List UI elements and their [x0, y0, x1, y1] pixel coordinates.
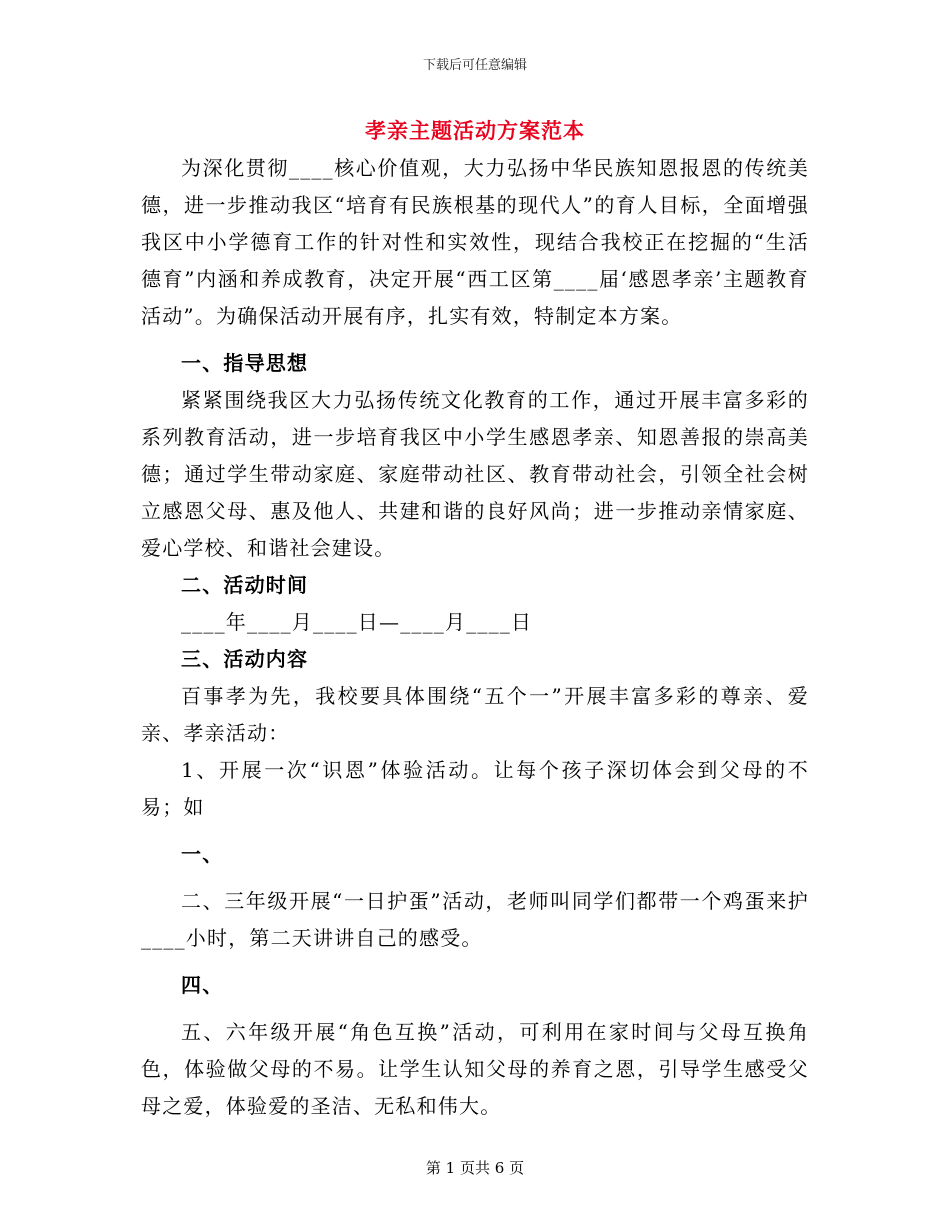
section-heading-activity-content: 三、活动内容: [181, 647, 309, 671]
page-number-footer: 第 1 页共 6 页: [425, 1159, 525, 1177]
section-heading-activity-time: 二、活动时间: [181, 573, 309, 597]
grade-one-marker: 一、: [181, 842, 224, 866]
grade-four-marker: 四、: [181, 973, 224, 997]
activity-item-1-paragraph: 1、开展一次“识恩”体验活动。让每个孩子深切体会到父母的不易；如: [141, 758, 809, 819]
header-note: 下载后可任意编辑: [422, 58, 527, 73]
intro-paragraph: 为深化贯彻____核心价值观，大力弘扬中华民族知恩报恩的传统美德，进一步推动我区“培育有民族根基的现代人”的育人目标，全面增强我区中小学德育工作的针对性和实效性，现结合我校正在挖掘的“生活德育”内涵和养成教育，决定开展“西工区第____届‘感恩孝亲’主题教育活动”。为确保活动开展有序，扎实有效，特制定本方案。: [141, 156, 809, 328]
guiding-ideology-paragraph: 紧紧围绕我区大力弘扬传统文化教育的工作，通过开展丰富多彩的系列教育活动，进一步培育我区中小学生感恩孝亲、知恩善报的崇高美德；通过学生带动家庭、家庭带动社区、教育带动社会，引领全社会树立感恩父母、惠及他人、共建和谐的良好风尚；进一步推动亲情家庭、爱心学校、和谐社会建设。: [141, 388, 809, 560]
document-body: [141, 150, 809, 1125]
activity-time-paragraph: ____年____月____日—____月____日: [181, 610, 533, 634]
grade-five-six-paragraph: 五、六年级开展“角色互换”活动，可利用在家时间与父母互换角色，体验做父母的不易。让学生认知父母的养育之恩，引导学生感受父母之爱，体验爱的圣洁、无私和伟大。: [141, 1020, 809, 1118]
activity-content-intro-paragraph: 百事孝为先，我校要具体围绕“五个一”开展丰富多彩的尊亲、爱亲、孝亲活动：: [141, 684, 809, 745]
grade-two-three-paragraph: 二、三年级开展“一日护蛋”活动，老师叫同学们都带一个鸡蛋来护____小时，第二天讲讲自己的感受。: [141, 889, 809, 950]
section-heading-guiding-ideology: 一、指导思想: [181, 351, 309, 375]
document-title: 孝亲主题活动方案范本: [365, 118, 585, 143]
